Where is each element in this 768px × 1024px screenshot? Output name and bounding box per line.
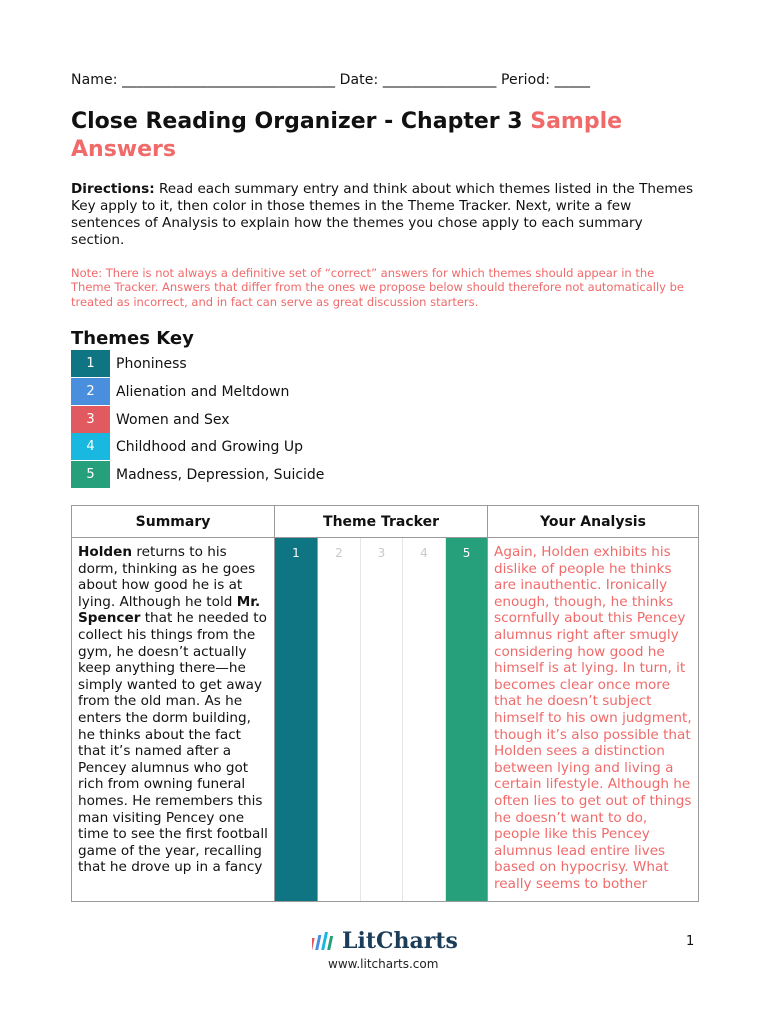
litcharts-bars-icon — [312, 932, 336, 950]
name-date-period-line: Name: ______________________________ Date: ________________ Period: _____ — [71, 72, 591, 88]
summary-bold-holden: Holden — [78, 544, 133, 560]
theme-key-label: Madness, Depression, Suicide — [116, 466, 325, 483]
table-row — [72, 538, 699, 902]
theme-key-label: Childhood and Growing Up — [116, 438, 303, 455]
close-reading-table — [71, 505, 699, 902]
theme-key-item-3 — [71, 406, 230, 433]
summary-header: Summary — [72, 506, 275, 538]
summary-text-2: that he needed to collect his things from the gym, he doesn’t actually keep anything there—he simply wanted to get away from the old man. As he enters the dorm building, he thinks about the fact that it’s named after a Pencey alumnus who got rich from owning funeral homes. He remembers this man visiting Pencey one time to see the first football game of the year, recalling that he drove up in a fancy — [78, 610, 268, 876]
footer-url[interactable]: www.litcharts.com — [328, 957, 439, 971]
theme-key-number: 1 — [71, 350, 110, 377]
title-main: Close Reading Organizer - Chapter 3 — [71, 109, 531, 134]
summary-bold-spencer: Mr. Spencer — [78, 593, 261, 627]
theme-key-number: 3 — [71, 406, 110, 433]
litcharts-logo[interactable] — [312, 928, 458, 954]
theme-key-label: Alienation and Meltdown — [116, 383, 290, 400]
analysis-header: Your Analysis — [488, 506, 699, 538]
directions-label: Directions: — [71, 181, 155, 197]
tracker-cell-theme-5[interactable]: 5 — [446, 538, 488, 902]
theme-key-number: 5 — [71, 461, 110, 488]
theme-key-item-2 — [71, 378, 289, 405]
page-number: 1 — [686, 934, 695, 949]
directions — [71, 181, 697, 249]
theme-key-label: Women and Sex — [116, 411, 230, 428]
directions-text: Read each summary entry and think about which themes listed in the Themes Key apply to it, then color in those themes in the Theme Tracker. Next, write a few sentences of Analysis to explain how the themes you chose apply to each summary section. — [71, 181, 694, 248]
summary-text-1: returns to his dorm, thinking as he goes about how good he is at lying. Although he told — [78, 544, 256, 610]
tracker-cell-theme-1[interactable]: 1 — [275, 538, 318, 902]
page-title — [71, 108, 691, 164]
theme-key-number: 4 — [71, 433, 110, 460]
note: Note: There is not always a definitive set of “correct” answers for which themes should appear in the Theme Tracker. Answers that differ from the ones we propose below should therefore not automatically be treated as incorrect, and in fact can serve as great discussion starters. — [71, 266, 685, 309]
title-accent: Sample Answers — [71, 109, 623, 162]
theme-key-item-4 — [71, 433, 303, 460]
logo-text: LitCharts — [342, 928, 458, 954]
theme-key-label: Phoniness — [116, 355, 187, 372]
theme-key-item-1 — [71, 350, 187, 377]
theme-tracker-header: Theme Tracker — [275, 506, 488, 538]
analysis-cell: Again, Holden exhibits his dislike of people he thinks are inauthentic. Ironically enough, though, he thinks scornfully about this Pencey alumnus right after smugly considering how good he himself is at lying. In turn, it becomes clear once more that he doesn’t subject himself to his own judgment, though it’s also possible that Holden sees a distinction between lying and living a certain lifestyle. Although he often lies to get out of things he doesn’t want to do, people like this Pencey alumnus lead entire lives based on hypocrisy. What really seems to bother — [488, 538, 699, 902]
summary-cell — [72, 538, 275, 902]
tracker-cell-theme-3[interactable]: 3 — [361, 538, 403, 902]
theme-key-item-5 — [71, 461, 324, 488]
table-header-row — [72, 506, 699, 538]
themes-key-title: Themes Key — [71, 328, 194, 349]
tracker-cell-theme-4[interactable]: 4 — [403, 538, 446, 902]
tracker-cell-theme-2[interactable]: 2 — [318, 538, 361, 902]
theme-key-number: 2 — [71, 378, 110, 405]
